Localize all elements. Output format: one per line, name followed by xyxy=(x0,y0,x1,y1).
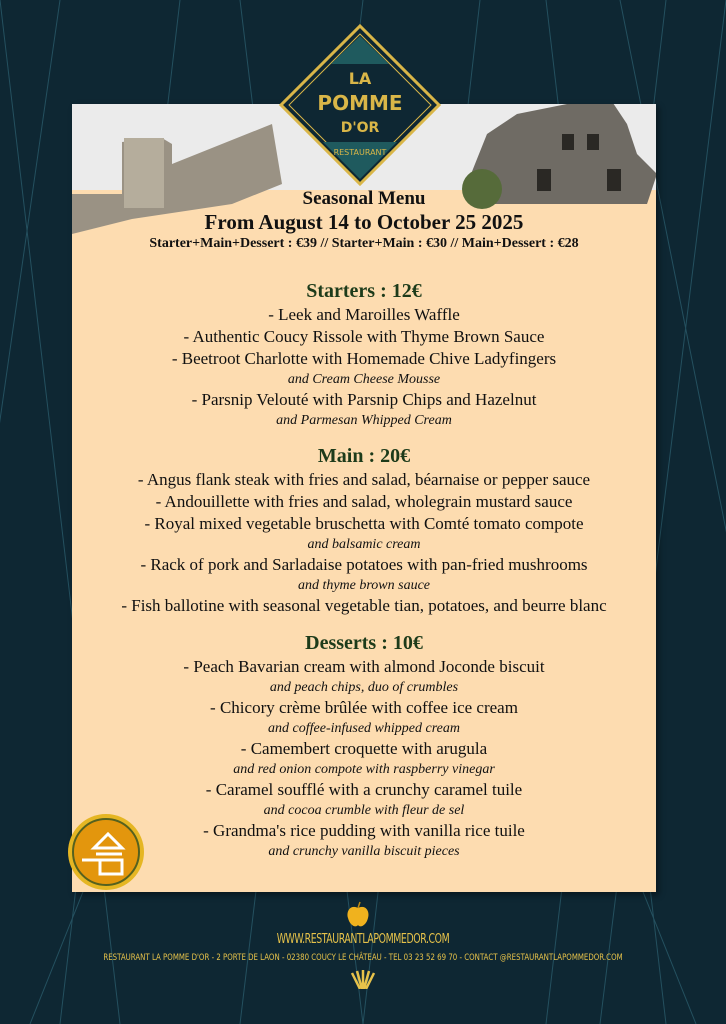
footer-address: RESTAURANT LA POMME D'OR - 2 PORTE DE LAON - 02380 COUCY LE CHÂTEAU - TEL 03 23 52 69 70 - CONTACT @RESTAURANTLAPOMMEDOR.COM xyxy=(103,953,623,963)
menu-sections xyxy=(72,278,656,861)
menu-item-note: and thyme brown sauce xyxy=(297,578,431,593)
menu-item: - Royal mixed vegetable bruschetta with Comté tomato compote xyxy=(144,514,584,533)
menu-item-note: and peach chips, duo of crumbles xyxy=(269,680,459,695)
restaurant-logo xyxy=(279,24,441,186)
svg-text:POMME: POMME xyxy=(317,91,403,115)
menu-section xyxy=(72,630,656,861)
menu-item-note: and coffee-infused whipped cream xyxy=(268,721,460,736)
menu-item: - Grandma's rice pudding with vanilla rice tuile xyxy=(203,821,525,840)
maison-restaurant-badge-icon xyxy=(66,812,146,892)
menu-item: - Chicory crème brûlée with coffee ice cream xyxy=(210,698,518,717)
footer xyxy=(0,900,726,993)
menu-item: - Camembert croquette with arugula xyxy=(240,739,488,758)
menu-dates: From August 14 to October 25 2025 xyxy=(204,210,524,234)
menu-card xyxy=(72,104,656,892)
fan-ornament-icon xyxy=(350,969,376,989)
menu-item: - Parsnip Velouté with Parsnip Chips and Hazelnut xyxy=(191,390,537,409)
menu-item-note: and Parmesan Whipped Cream xyxy=(276,413,452,428)
website-link[interactable]: WWW.RESTAURANTLAPOMMEDOR.COM xyxy=(276,932,450,947)
menu-title: Seasonal Menu xyxy=(302,188,426,209)
menu-item: - Caramel soufflé with a crunchy caramel tuile xyxy=(205,780,523,799)
menu-item-note: and red onion compote with raspberry vinegar xyxy=(233,762,495,777)
menu-section xyxy=(72,278,656,430)
menu-item: - Andouillette with fries and salad, wholegrain mustard sauce xyxy=(155,492,573,511)
menu-item: - Beetroot Charlotte with Homemade Chive Ladyfingers xyxy=(171,349,557,368)
menu-item: - Angus flank steak with fries and salad, béarnaise or pepper sauce xyxy=(137,470,591,489)
svg-text:D'OR: D'OR xyxy=(340,120,380,136)
menu-item-note: and crunchy vanilla biscuit pieces xyxy=(268,844,460,859)
menu-item: - Authentic Coucy Rissole with Thyme Brown Sauce xyxy=(183,327,545,346)
apple-icon xyxy=(346,900,370,928)
svg-text:RESTAURANT: RESTAURANT xyxy=(333,148,387,157)
menu-item: - Peach Bavarian cream with almond Joconde biscuit xyxy=(183,657,545,676)
menu-item-note: and cocoa crumble with fleur de sel xyxy=(263,803,465,818)
section-title: Starters : 12€ xyxy=(306,280,422,302)
section-title: Main : 20€ xyxy=(317,445,411,467)
menu-item: - Leek and Maroilles Waffle xyxy=(268,305,460,324)
menu-item: - Rack of pork and Sarladaise potatoes with pan-fried mushrooms xyxy=(140,555,588,574)
svg-text:LA: LA xyxy=(348,69,372,88)
section-title: Desserts : 10€ xyxy=(305,632,423,654)
menu-section xyxy=(72,443,656,617)
menu-prices: Starter+Main+Dessert : €39 // Starter+Main : €30 // Main+Dessert : €28 xyxy=(149,236,579,251)
menu-item-note: and Cream Cheese Mousse xyxy=(287,372,441,387)
menu-header xyxy=(72,188,656,253)
menu-item: - Fish ballotine with seasonal vegetable tian, potatoes, and beurre blanc xyxy=(121,596,607,615)
menu-item-note: and balsamic cream xyxy=(307,537,421,552)
